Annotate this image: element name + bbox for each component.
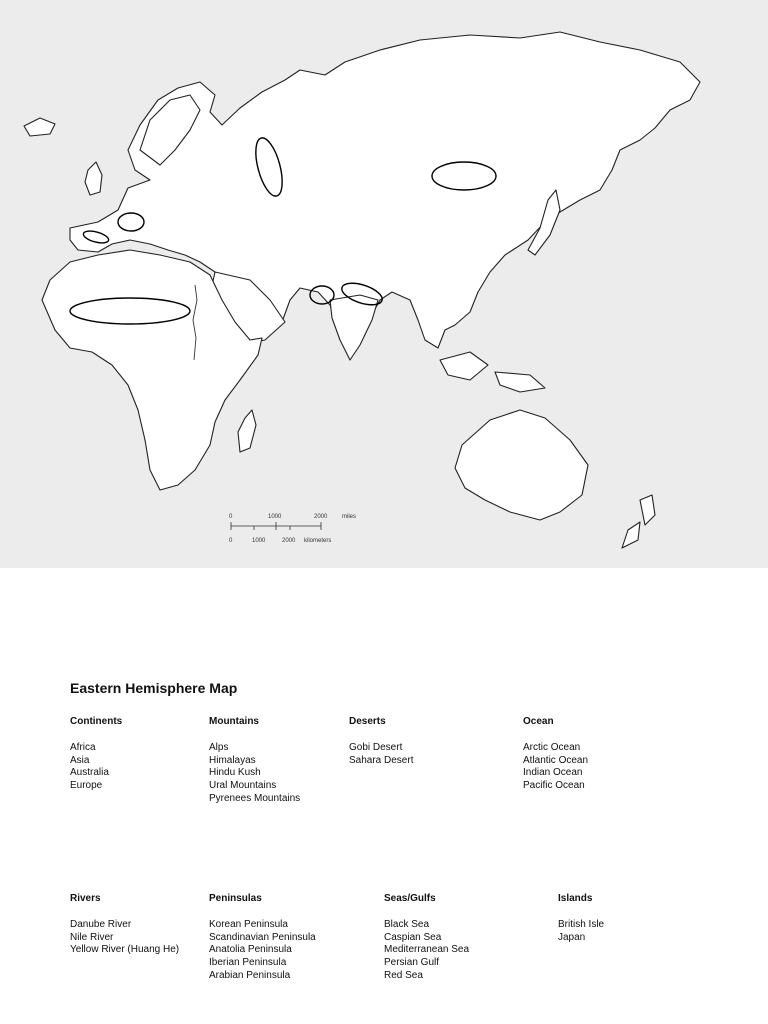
islands-section: [558, 893, 604, 944]
list-item: Alps: [209, 741, 229, 753]
list-item: Arabian Peninsula: [209, 969, 291, 981]
list-item: Hindu Kush: [209, 767, 261, 779]
section-heading: Continents: [70, 716, 123, 727]
scale-miles-0: 0: [229, 514, 233, 520]
list-item: Anatolia Peninsula: [209, 944, 292, 956]
peninsulas-section: [209, 893, 316, 983]
list-item: Europe: [70, 780, 103, 792]
list-item: Black Sea: [384, 918, 430, 930]
madagascar: [238, 410, 256, 452]
australia-landmass: [455, 410, 588, 520]
ocean-section: [523, 716, 588, 793]
list-item: Nile River: [70, 931, 114, 943]
section-heading: Mountains: [209, 716, 259, 727]
section-heading: Peninsulas: [209, 893, 262, 904]
rivers-section: [70, 893, 179, 957]
scale-km-2000: 2000: [282, 538, 296, 544]
section-heading: Ocean: [523, 716, 554, 727]
scale-miles-label: miles: [342, 514, 357, 520]
continents-section: [70, 716, 122, 793]
list-item: Danube River: [70, 918, 132, 930]
list-item: Pyrenees Mountains: [209, 792, 301, 804]
list-item: Pacific Ocean: [523, 780, 585, 792]
list-item: Arctic Ocean: [523, 741, 581, 753]
list-item: Ural Mountains: [209, 780, 277, 792]
section-heading: Rivers: [70, 893, 101, 904]
great-britain: [85, 162, 102, 195]
list-item: Australia: [70, 767, 109, 779]
list-item: British Isle: [558, 918, 605, 930]
scale-km-1000: 1000: [252, 538, 266, 544]
indonesia-islands: [440, 352, 545, 392]
list-item: Asia: [70, 754, 90, 766]
list-item: Indian Ocean: [523, 767, 583, 779]
scale-miles-1000: 1000: [268, 514, 282, 520]
list-item: Africa: [70, 741, 96, 753]
list-item: Korean Peninsula: [209, 918, 288, 930]
list-item: Mediterranean Sea: [384, 944, 470, 956]
list-item: Caspian Sea: [384, 931, 442, 943]
list-item: Himalayas: [209, 754, 256, 766]
scale-miles-2000: 2000: [314, 514, 328, 520]
list-item: Sahara Desert: [349, 754, 414, 766]
deserts-section: [349, 716, 413, 767]
list-item: Scandinavian Peninsula: [209, 931, 316, 943]
list-item: Gobi Desert: [349, 741, 403, 753]
section-heading: Islands: [558, 893, 593, 904]
list-item: Iberian Peninsula: [209, 957, 287, 969]
scale-km-0: 0: [229, 538, 233, 544]
seas-gulfs-section: [384, 893, 469, 983]
scale-km-label: kilometers: [304, 538, 332, 544]
mountains-section: [209, 716, 300, 806]
list-item: Red Sea: [384, 969, 423, 981]
new-zealand: [622, 495, 655, 548]
section-heading: Seas/Gulfs: [384, 893, 436, 904]
list-item: Persian Gulf: [384, 957, 440, 969]
iceland: [24, 118, 55, 136]
page-title: Eastern Hemisphere Map: [70, 680, 238, 696]
section-heading: Deserts: [349, 716, 386, 727]
list-item: Atlantic Ocean: [523, 754, 589, 766]
list-item: Japan: [558, 931, 586, 943]
scale-bar: [229, 514, 356, 544]
list-item: Yellow River (Huang He): [70, 944, 180, 956]
